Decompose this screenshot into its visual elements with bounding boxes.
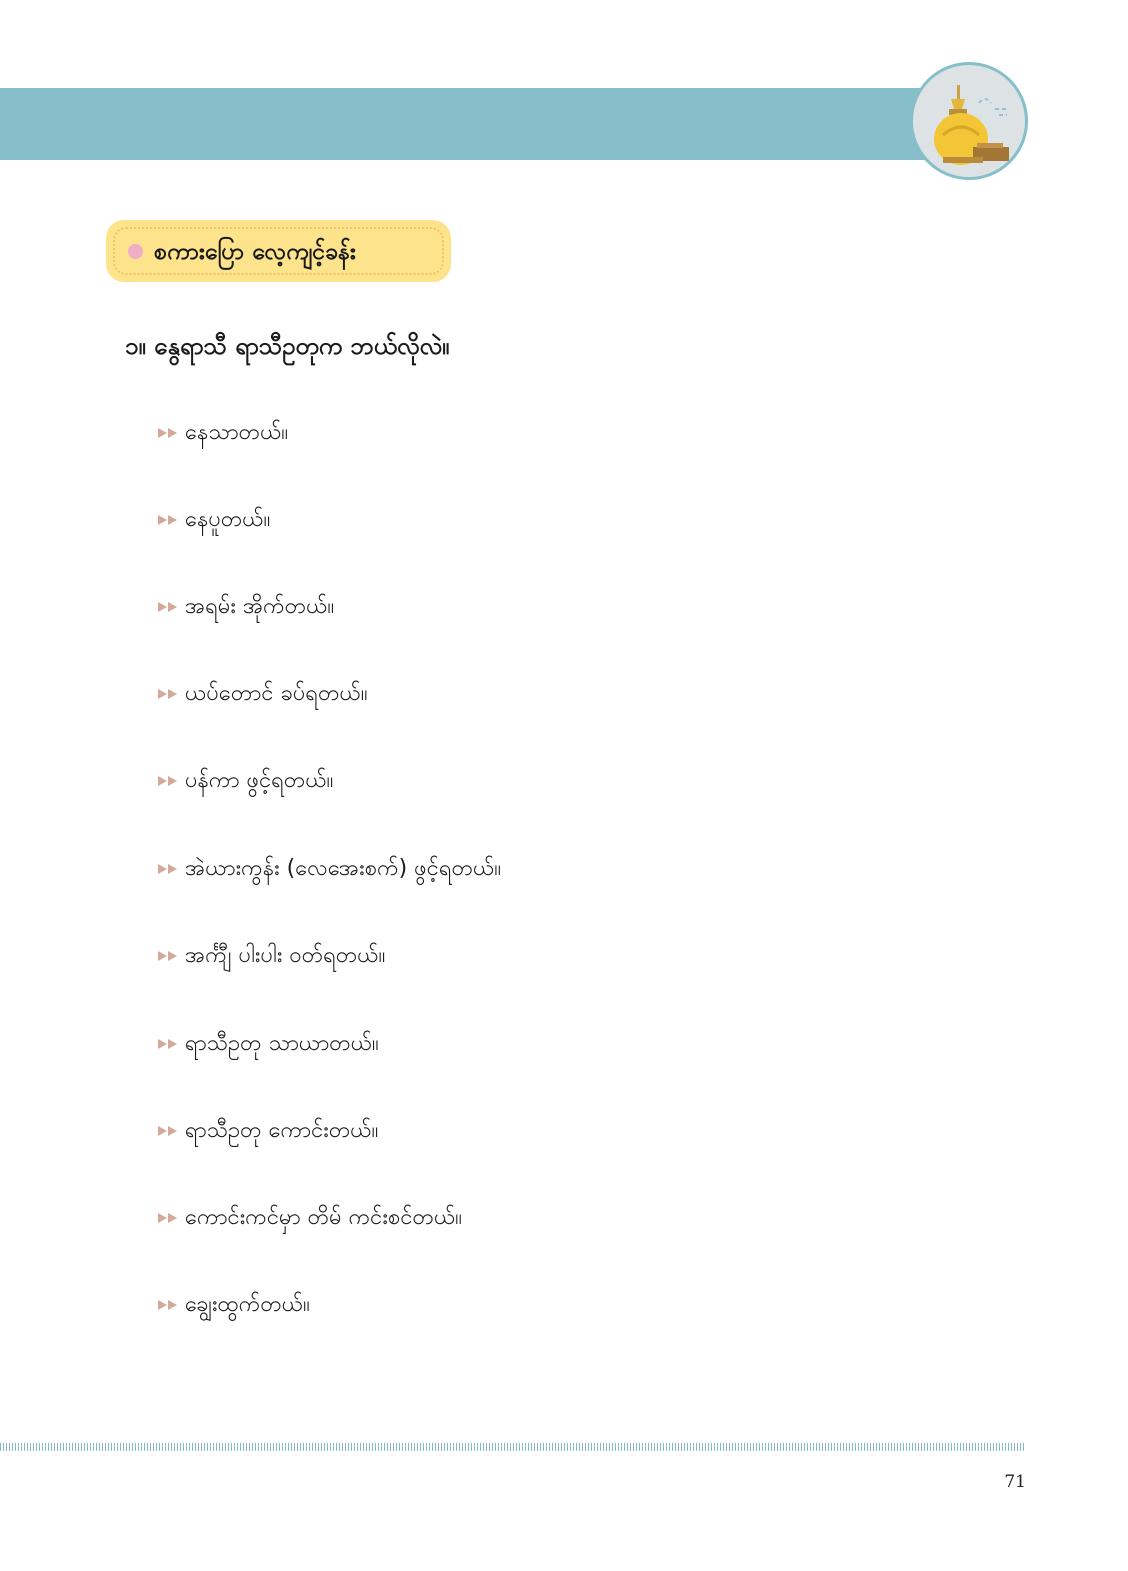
answer-item xyxy=(157,1024,379,1064)
answer-item xyxy=(157,1198,462,1238)
pink-dot-icon xyxy=(128,244,143,259)
answer-text: ယပ်တောင် ခပ်ရတယ်။ xyxy=(185,680,368,706)
answer-item xyxy=(157,413,288,453)
answer-item xyxy=(157,587,334,627)
answer-text: အင်္ကျီ ပါးပါး ဝတ်ရတယ်။ xyxy=(185,942,386,968)
answer-text: ရာသီဥတု သာယာတယ်။ xyxy=(185,1030,379,1056)
section-title-badge xyxy=(106,220,451,282)
answer-text: ပန်ကာ ဖွင့်ရတယ်။ xyxy=(185,767,334,793)
answer-item xyxy=(157,761,333,801)
double-triangle-bullet-icon xyxy=(157,1299,179,1311)
double-triangle-bullet-icon xyxy=(157,950,179,962)
answer-item xyxy=(157,849,501,889)
footer-dotted-rule xyxy=(0,1443,1026,1451)
question-heading: ၁။ နွေရာသီ ရာသီဥတုက ဘယ်လိုလဲ။ xyxy=(125,332,450,360)
double-triangle-bullet-icon xyxy=(157,514,179,526)
answer-item xyxy=(157,936,385,976)
answer-text: ကောင်းကင်မှာ တိမ် ကင်းစင်တယ်။ xyxy=(185,1204,462,1230)
double-triangle-bullet-icon xyxy=(157,688,179,700)
answer-item xyxy=(157,500,270,540)
header-band xyxy=(0,88,960,160)
answer-text: နေပူတယ်။ xyxy=(185,506,271,532)
answer-text: အဲယားကွန်း (လေအေးစက်) ဖွင့်ရတယ်။ xyxy=(185,855,502,881)
double-triangle-bullet-icon xyxy=(157,863,179,875)
pagoda-icon xyxy=(910,62,1028,180)
double-triangle-bullet-icon xyxy=(157,601,179,613)
double-triangle-bullet-icon xyxy=(157,775,179,787)
section-title: စကားပြော လေ့ကျင့်ခန်း xyxy=(154,239,356,265)
double-triangle-bullet-icon xyxy=(157,427,179,439)
double-triangle-bullet-icon xyxy=(157,1038,179,1050)
double-triangle-bullet-icon xyxy=(157,1212,179,1224)
answer-text: ရာသီဥတု ကောင်းတယ်။ xyxy=(185,1117,379,1143)
answer-item xyxy=(157,674,368,714)
answer-item xyxy=(157,1285,310,1325)
page-number: 71 xyxy=(1004,1472,1026,1492)
answer-text: နေသာတယ်။ xyxy=(185,419,289,445)
answer-item xyxy=(157,1111,378,1151)
answer-text: အရမ်း အိုက်တယ်။ xyxy=(185,593,335,619)
double-triangle-bullet-icon xyxy=(157,1125,179,1137)
answer-text: ချွေးထွက်တယ်။ xyxy=(185,1291,310,1317)
